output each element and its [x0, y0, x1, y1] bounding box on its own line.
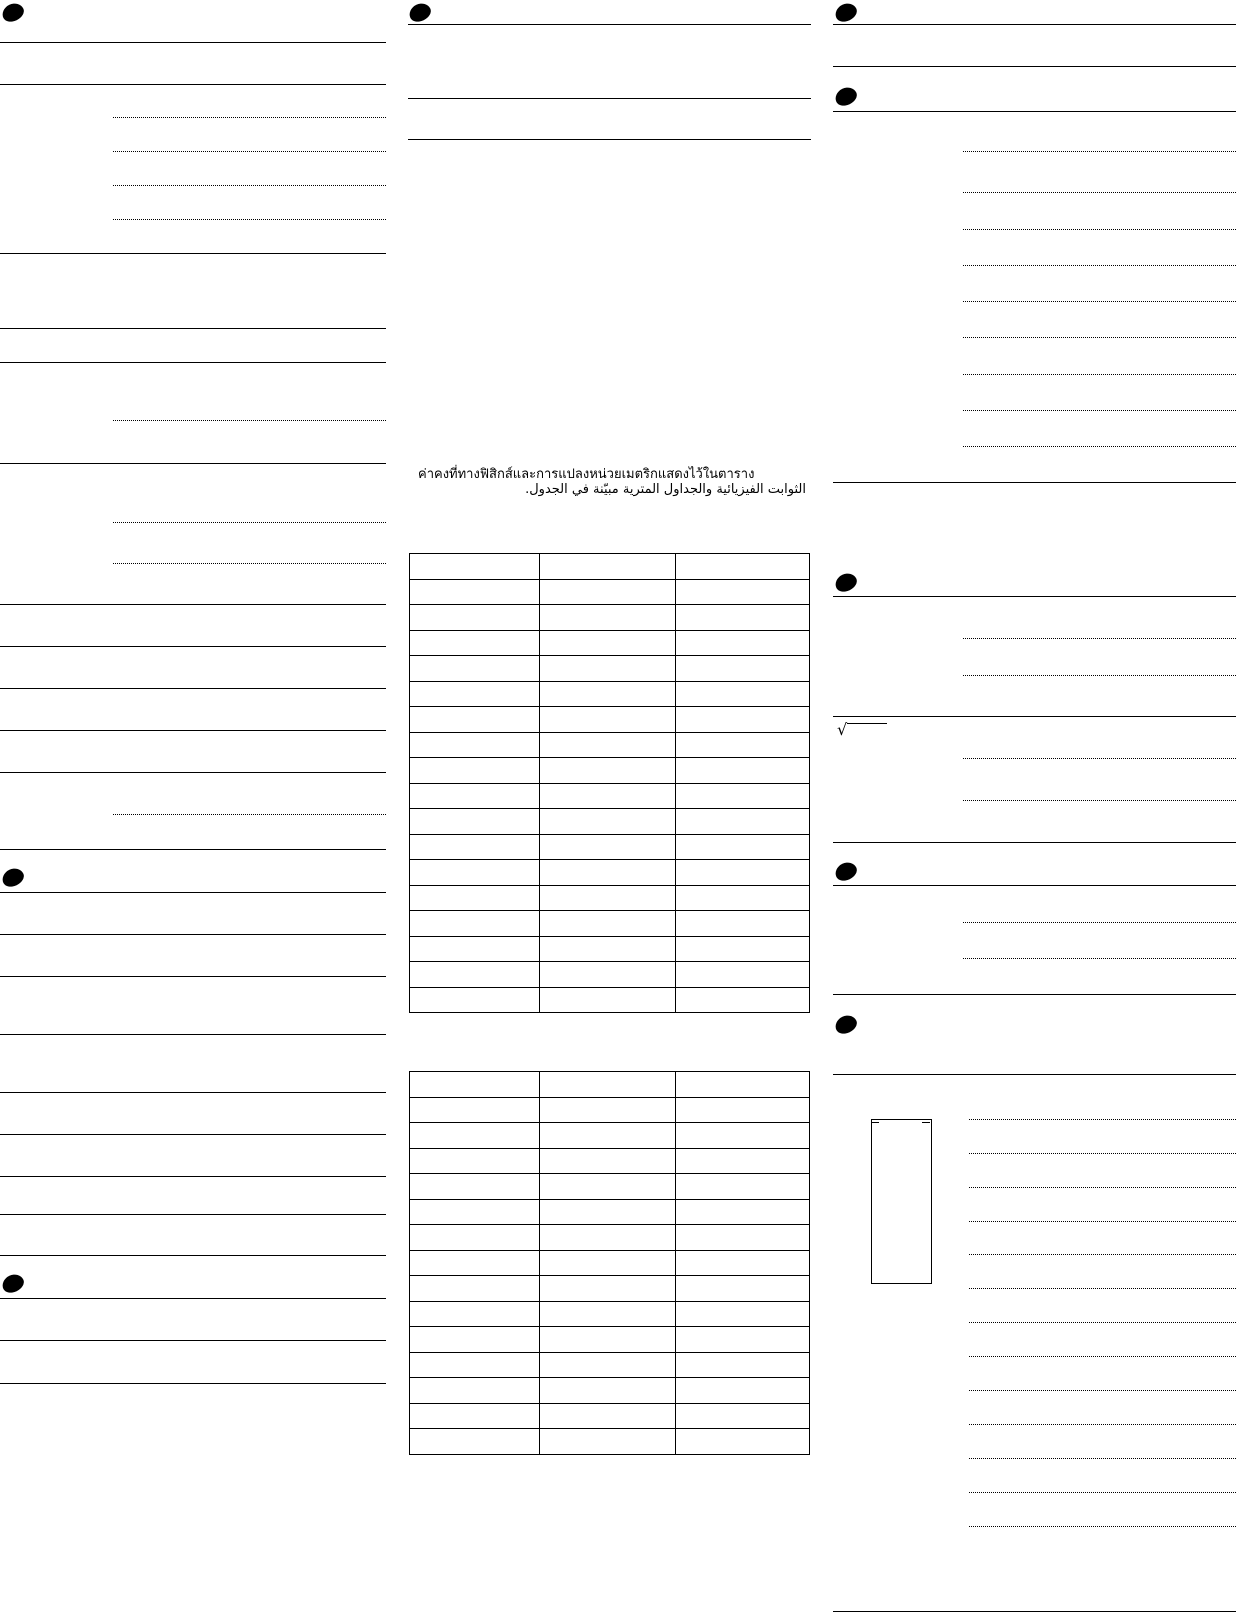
table-row — [410, 885, 810, 911]
constants-caption-arabic: الثوابت الفيزيائية والجداول المترية مبيّنة في الجدول. — [525, 482, 806, 497]
divider — [833, 482, 1236, 483]
dotted-rule — [963, 758, 1236, 759]
table-row — [410, 911, 810, 937]
table-cell — [676, 1097, 810, 1123]
table-cell — [539, 579, 676, 605]
divider — [0, 730, 386, 731]
divider — [0, 84, 386, 85]
table-row — [410, 1327, 810, 1353]
table-cell — [676, 1276, 810, 1302]
dotted-rule — [963, 301, 1236, 302]
divider — [0, 772, 386, 773]
dotted-rule — [963, 229, 1236, 230]
table-row — [410, 579, 810, 605]
section-bullet-icon — [832, 84, 859, 109]
divider — [0, 1298, 386, 1299]
dotted-rule — [113, 814, 386, 815]
table-cell — [676, 1429, 810, 1455]
divider — [0, 934, 386, 935]
divider — [0, 253, 386, 254]
table-cell — [539, 987, 676, 1013]
table-cell — [539, 707, 676, 733]
divider — [0, 362, 386, 363]
divider — [0, 328, 386, 329]
table-cell — [676, 707, 810, 733]
divider — [408, 24, 811, 25]
section-bullet-icon — [0, 865, 27, 890]
constants-caption-thai: ค่าคงที่ทางฟิสิกส์และการแปลงหน่วยเมตริกแสดงไว้ในตาราง — [418, 467, 755, 482]
table-cell — [410, 579, 540, 605]
divider — [408, 98, 811, 99]
table-row — [410, 1225, 810, 1251]
dotted-rule — [969, 1458, 1236, 1459]
table-cell — [676, 681, 810, 707]
table-cell — [539, 834, 676, 860]
divider — [833, 1611, 1236, 1612]
table-row — [410, 630, 810, 656]
table-cell — [539, 1429, 676, 1455]
dotted-rule — [969, 1356, 1236, 1357]
table-cell — [676, 885, 810, 911]
bracket-tick — [871, 1122, 879, 1123]
divider — [0, 42, 386, 43]
table-cell — [676, 554, 810, 580]
dotted-rule — [113, 117, 386, 118]
square-root-icon: √ — [837, 720, 848, 739]
table-cell — [539, 630, 676, 656]
divider — [408, 139, 811, 140]
dotted-rule — [113, 522, 386, 523]
table-cell — [676, 1378, 810, 1404]
table-cell — [676, 1225, 810, 1251]
table-cell — [539, 1123, 676, 1149]
table-cell — [676, 809, 810, 835]
table-cell — [410, 1352, 540, 1378]
table-cell — [410, 1429, 540, 1455]
table-cell — [410, 783, 540, 809]
divider — [833, 596, 1236, 597]
table-cell — [539, 1378, 676, 1404]
table-cell — [410, 1174, 540, 1200]
dotted-rule — [963, 675, 1236, 676]
dotted-rule — [969, 1526, 1236, 1527]
section-bullet-icon — [0, 0, 27, 25]
table-cell — [676, 936, 810, 962]
table-cell — [539, 1072, 676, 1098]
dotted-rule — [969, 1221, 1236, 1222]
table-row — [410, 1072, 810, 1098]
table-cell — [539, 1097, 676, 1123]
dotted-rule — [113, 420, 386, 421]
divider — [0, 1176, 386, 1177]
table-cell — [410, 987, 540, 1013]
table-row — [410, 987, 810, 1013]
dotted-rule — [963, 337, 1236, 338]
table-row — [410, 834, 810, 860]
table-cell — [539, 681, 676, 707]
dotted-rule — [969, 1390, 1236, 1391]
divider — [0, 1383, 386, 1384]
divider — [0, 1092, 386, 1093]
table-row — [410, 860, 810, 886]
dotted-rule — [969, 1153, 1236, 1154]
bracket-tick — [922, 1122, 930, 1123]
table-cell — [410, 1225, 540, 1251]
dotted-rule — [963, 446, 1236, 447]
section-bullet-icon — [0, 1271, 27, 1296]
dotted-rule — [963, 192, 1236, 193]
dotted-rule — [969, 1187, 1236, 1188]
table-cell — [539, 1199, 676, 1225]
square-root-vinculum — [847, 723, 887, 724]
table-cell — [539, 1352, 676, 1378]
divider — [0, 604, 386, 605]
bracket-frame — [871, 1119, 932, 1284]
table-cell — [539, 962, 676, 988]
table-cell — [676, 1174, 810, 1200]
table-cell — [676, 1327, 810, 1353]
table-cell — [676, 1123, 810, 1149]
table-cell — [410, 1199, 540, 1225]
table-cell — [539, 1250, 676, 1276]
table-row — [410, 936, 810, 962]
table-row — [410, 1199, 810, 1225]
table-cell — [410, 936, 540, 962]
table-cell — [676, 860, 810, 886]
dotted-rule — [113, 219, 386, 220]
dotted-rule — [969, 1322, 1236, 1323]
table-cell — [676, 1072, 810, 1098]
table-cell — [539, 1301, 676, 1327]
divider — [0, 1340, 386, 1341]
table-cell — [539, 1327, 676, 1353]
table-cell — [539, 758, 676, 784]
dotted-rule — [963, 800, 1236, 801]
table-cell — [539, 1403, 676, 1429]
table-cell — [410, 758, 540, 784]
table-cell — [539, 885, 676, 911]
table-cell — [676, 732, 810, 758]
section-bullet-icon — [832, 1012, 859, 1037]
divider — [833, 716, 1236, 717]
table-cell — [676, 962, 810, 988]
table-cell — [410, 1327, 540, 1353]
dotted-rule — [113, 151, 386, 152]
dotted-rule — [113, 563, 386, 564]
table-cell — [410, 554, 540, 580]
table-cell — [676, 1403, 810, 1429]
table-cell — [676, 987, 810, 1013]
dotted-rule — [963, 922, 1236, 923]
table-cell — [410, 707, 540, 733]
divider — [833, 1074, 1236, 1075]
table-cell — [676, 911, 810, 937]
table-row — [410, 1301, 810, 1327]
table-row — [410, 1123, 810, 1149]
dotted-rule — [969, 1288, 1236, 1289]
table-cell — [410, 834, 540, 860]
section-bullet-icon — [832, 0, 859, 25]
table-cell — [410, 809, 540, 835]
dotted-rule — [963, 374, 1236, 375]
physical-constants-table — [409, 553, 810, 1013]
table-cell — [676, 758, 810, 784]
table-cell — [676, 1148, 810, 1174]
table-cell — [410, 1072, 540, 1098]
table-row — [410, 681, 810, 707]
divider — [0, 1214, 386, 1215]
table-cell — [676, 605, 810, 631]
divider — [0, 463, 386, 464]
dotted-rule — [963, 638, 1236, 639]
table-cell — [410, 732, 540, 758]
divider — [0, 976, 386, 977]
section-bullet-icon — [832, 570, 859, 595]
dotted-rule — [963, 958, 1236, 959]
table-cell — [410, 630, 540, 656]
divider — [833, 24, 1236, 25]
table-cell — [539, 1276, 676, 1302]
table-row — [410, 1352, 810, 1378]
table-cell — [539, 605, 676, 631]
table-cell — [676, 783, 810, 809]
table-row — [410, 962, 810, 988]
table-cell — [539, 1148, 676, 1174]
metric-conversions-table — [409, 1071, 810, 1455]
divider — [0, 892, 386, 893]
table-cell — [410, 962, 540, 988]
divider — [833, 994, 1236, 995]
table-cell — [676, 1199, 810, 1225]
table-row — [410, 1148, 810, 1174]
table-cell — [676, 1352, 810, 1378]
table-cell — [410, 656, 540, 682]
table-cell — [410, 1378, 540, 1404]
dotted-rule — [969, 1492, 1236, 1493]
table-row — [410, 1276, 810, 1302]
table-cell — [676, 1301, 810, 1327]
table-cell — [410, 1276, 540, 1302]
divider — [833, 842, 1236, 843]
divider — [0, 1255, 386, 1256]
table-cell — [539, 554, 676, 580]
divider — [0, 1034, 386, 1035]
table-cell — [410, 605, 540, 631]
table-row — [410, 1403, 810, 1429]
table-row — [410, 1429, 810, 1455]
table-cell — [410, 885, 540, 911]
table-cell — [539, 860, 676, 886]
divider — [833, 66, 1236, 67]
dotted-rule — [969, 1254, 1236, 1255]
divider — [0, 1134, 386, 1135]
table-row — [410, 656, 810, 682]
dotted-rule — [963, 265, 1236, 266]
table-cell — [676, 579, 810, 605]
table-row — [410, 809, 810, 835]
table-cell — [410, 1250, 540, 1276]
table-row — [410, 758, 810, 784]
table-cell — [676, 834, 810, 860]
table-cell — [410, 860, 540, 886]
divider — [833, 111, 1236, 112]
table-cell — [539, 1174, 676, 1200]
table-cell — [539, 732, 676, 758]
table-row — [410, 732, 810, 758]
divider — [0, 688, 386, 689]
table-row — [410, 1250, 810, 1276]
table-cell — [539, 783, 676, 809]
table-cell — [410, 1097, 540, 1123]
divider — [833, 885, 1236, 886]
table-row — [410, 554, 810, 580]
dotted-rule — [969, 1424, 1236, 1425]
table-cell — [539, 656, 676, 682]
divider — [0, 849, 386, 850]
table-cell — [539, 1225, 676, 1251]
table-cell — [676, 630, 810, 656]
table-cell — [410, 1301, 540, 1327]
dotted-rule — [969, 1119, 1236, 1120]
table-cell — [410, 1123, 540, 1149]
dotted-rule — [963, 151, 1236, 152]
table-cell — [410, 1403, 540, 1429]
dotted-rule — [963, 410, 1236, 411]
table-row — [410, 1174, 810, 1200]
table-row — [410, 707, 810, 733]
section-bullet-icon — [832, 859, 859, 884]
table-cell — [539, 809, 676, 835]
table-row — [410, 605, 810, 631]
table-row — [410, 783, 810, 809]
table-cell — [410, 911, 540, 937]
table-cell — [539, 911, 676, 937]
table-cell — [539, 936, 676, 962]
table-cell — [676, 1250, 810, 1276]
table-row — [410, 1097, 810, 1123]
table-cell — [676, 656, 810, 682]
table-cell — [410, 1148, 540, 1174]
table-row — [410, 1378, 810, 1404]
section-bullet-icon — [406, 0, 433, 25]
table-cell — [410, 681, 540, 707]
divider — [0, 646, 386, 647]
dotted-rule — [113, 185, 386, 186]
